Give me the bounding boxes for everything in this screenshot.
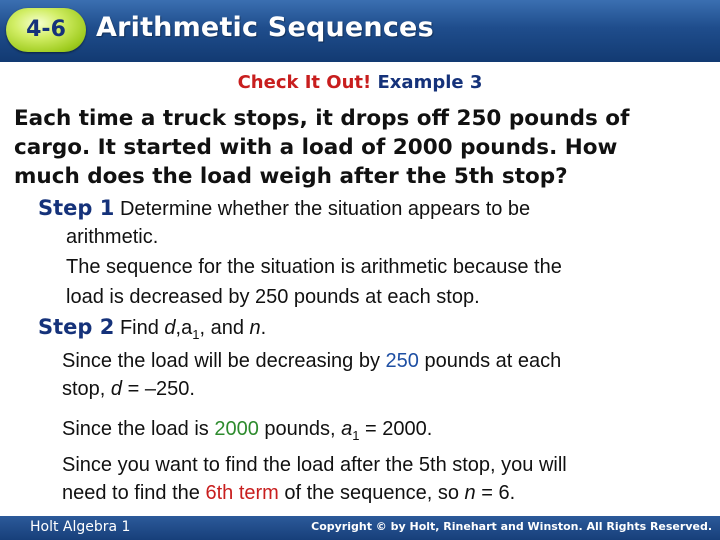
equation-value: = 2000.: [365, 418, 433, 440]
variable-n: n: [249, 317, 261, 339]
lesson-badge: [6, 8, 86, 52]
highlight-value: 2000: [214, 418, 259, 440]
variable-d: d: [164, 317, 176, 339]
equation-value: = –250.: [127, 378, 195, 400]
highlight-term: 6th term: [205, 482, 279, 504]
explanation-text: need to find the: [62, 482, 200, 504]
explanation-3-line: Since you want to find the load after the 5th stop, you will: [62, 454, 567, 476]
check-it-out-label: Check It Out!: [237, 72, 372, 93]
step-1-label: Step 1: [38, 196, 115, 220]
variable-a: a: [341, 418, 353, 440]
explanation-text: Since the load is: [62, 418, 209, 440]
variable-n: n: [464, 482, 476, 504]
lesson-number: 4-6: [26, 17, 66, 42]
highlight-value: 250: [385, 350, 419, 372]
explanation-text: Since the load will be decreasing by: [62, 350, 380, 372]
step-1-text: Determine whether the situation appears to be: [119, 198, 531, 220]
variable-d: d: [110, 378, 123, 400]
explanation-text: pounds at each: [424, 350, 562, 372]
step-2-find: Find: [119, 317, 159, 339]
example-heading: [0, 72, 720, 93]
example-label: Example 3: [377, 72, 483, 93]
copyright-notice: Copyright © by Holt, Rinehart and Winston. All Rights Reserved.: [311, 520, 712, 533]
explanation-text: of the sequence, so: [284, 482, 459, 504]
subscript-1: 1: [352, 428, 360, 443]
subscript-1: 1: [192, 327, 200, 342]
problem-line: cargo. It started with a load of 2000 pounds. How: [14, 135, 618, 160]
problem-line: much does the load weigh after the 5th stop?: [14, 164, 568, 189]
problem-statement: [14, 104, 714, 191]
step-2-and: , and: [199, 317, 244, 339]
step-1-continuation: arithmetic.: [66, 226, 159, 248]
step-2-period: .: [260, 317, 267, 339]
step-1-reason-line: The sequence for the situation is arithmetic because the: [66, 256, 562, 278]
problem-line: Each time a truck stops, it drops off 250 pounds of: [14, 106, 630, 131]
explanation-3-line: [62, 482, 515, 505]
explanation-text: stop,: [62, 378, 106, 400]
footer-bar: [0, 516, 720, 540]
course-name: Holt Algebra 1: [30, 519, 131, 535]
explanation-1-line: [62, 378, 195, 401]
lesson-title: Arithmetic Sequences: [96, 12, 434, 43]
step-2-line: Step 2 Find $d,a_1$, and n.: [38, 315, 267, 342]
explanation-2-line: [62, 418, 432, 443]
explanation-text: pounds,: [264, 418, 336, 440]
variable-a: a: [181, 317, 193, 339]
header-bar: [0, 0, 720, 62]
step-2-label: Step 2: [38, 315, 115, 339]
step-1-line: [38, 196, 530, 221]
explanation-1-line: [62, 350, 561, 373]
equation-value: = 6.: [481, 482, 516, 504]
step-1-reason-line: load is decreased by 250 pounds at each stop.: [66, 286, 480, 308]
